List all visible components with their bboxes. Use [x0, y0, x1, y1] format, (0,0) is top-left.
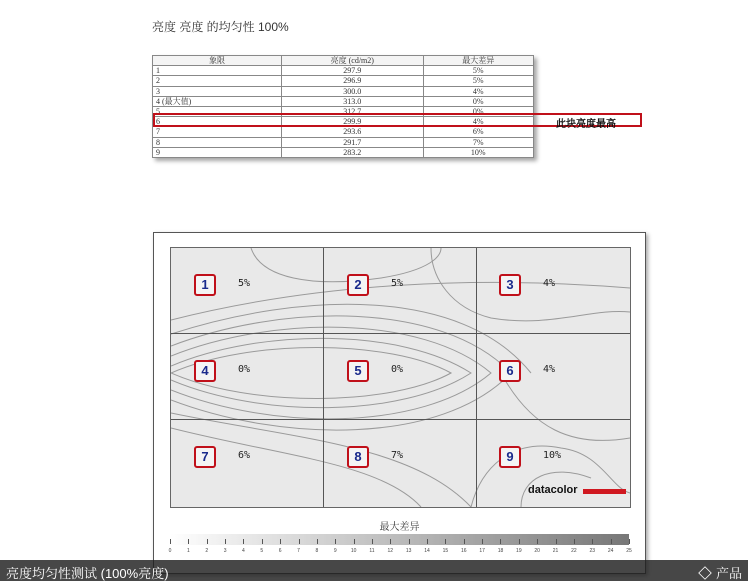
uniformity-table	[152, 55, 534, 158]
luminance-cell: 293.6	[282, 127, 423, 137]
scale-tick-mark	[409, 539, 410, 544]
zone-diff-9: 10%	[543, 450, 562, 461]
quadrant-cell: 9	[153, 147, 282, 157]
caption-product-label: 产品	[715, 566, 742, 581]
scale-tick-label: 23	[589, 548, 596, 554]
quadrant-cell: 4 (最大值)	[153, 96, 282, 106]
zone-diff-6: 4%	[543, 364, 556, 375]
difference-scale-bar	[170, 534, 629, 545]
grid-divider-h1	[171, 333, 630, 334]
image-caption-bar	[0, 560, 748, 581]
scale-tick-mark	[482, 539, 483, 544]
luminance-cell: 283.2	[282, 147, 423, 157]
table-row	[153, 96, 534, 106]
scale-tick-mark	[372, 539, 373, 544]
scale-tick-label: 25	[626, 548, 632, 554]
datacolor-logo-bar	[583, 489, 626, 494]
scale-tick-mark	[445, 539, 446, 544]
max-diff-cell: 6%	[423, 127, 533, 137]
scale-tick-mark	[592, 539, 593, 544]
scale-tick-mark	[317, 539, 318, 544]
quadrant-cell: 8	[153, 137, 282, 147]
quadrant-cell: 7	[153, 127, 282, 137]
scale-tick-label: 1	[186, 548, 190, 554]
datacolor-logo: datacolor	[528, 484, 578, 496]
table-row	[153, 127, 534, 137]
scale-tick-mark	[519, 539, 520, 544]
zone-diff-7: 6%	[238, 450, 251, 461]
table-row	[153, 137, 534, 147]
zone-diff-5: 0%	[391, 364, 404, 375]
scale-tick-label: 20	[534, 548, 540, 554]
grid-divider-v2	[476, 248, 477, 507]
scale-tick-label: 21	[552, 548, 559, 554]
scale-tick-mark	[170, 539, 171, 544]
scale-tick-mark	[427, 539, 428, 544]
zone-number-8: 8	[347, 446, 369, 468]
table-header-row	[153, 56, 534, 66]
quadrant-cell: 1	[153, 66, 282, 76]
zone-diff-8: 7%	[391, 450, 404, 461]
scale-tick-mark	[537, 539, 538, 544]
scale-tick-mark	[629, 539, 630, 544]
scale-ticks	[168, 545, 632, 555]
zone-number-6: 6	[499, 360, 521, 382]
column-header-max-diff: 最大差异	[423, 56, 533, 66]
column-header-quadrant: 象限	[153, 56, 282, 66]
scale-tick-label: 11	[369, 548, 375, 554]
scale-tick-mark	[390, 539, 391, 544]
zone-number-9: 9	[499, 446, 521, 468]
max-diff-cell: 5%	[423, 76, 533, 86]
grid-divider-v1	[323, 248, 324, 507]
scale-tick-label: 12	[387, 548, 394, 554]
scale-tick-label: 15	[442, 548, 449, 554]
scale-tick-label: 17	[479, 548, 485, 554]
scale-tick-label: 22	[571, 548, 577, 554]
zone-diff-2: 5%	[391, 278, 404, 289]
zone-number-1: 1	[194, 274, 216, 296]
scale-tick-label: 7	[297, 548, 300, 554]
scale-tick-mark	[464, 539, 465, 544]
max-diff-cell: 0%	[423, 106, 533, 116]
max-diff-cell: 4%	[423, 86, 533, 96]
scale-tick-label: 2	[205, 548, 209, 554]
table-row	[153, 76, 534, 86]
max-brightness-note: 此块亮度最高	[556, 119, 616, 130]
quadrant-cell: 3	[153, 86, 282, 96]
table-row	[153, 147, 534, 157]
max-diff-cell: 5%	[423, 66, 533, 76]
zone-diff-3: 4%	[543, 278, 556, 289]
scale-tick-label: 0	[168, 548, 172, 554]
scale-tick-mark	[207, 539, 208, 544]
quadrant-cell: 2	[153, 76, 282, 86]
luminance-cell: 291.7	[282, 137, 423, 147]
scale-tick-mark	[299, 539, 300, 544]
zone-diff-1: 5%	[238, 278, 251, 289]
caption-product-link[interactable]	[699, 563, 742, 582]
scale-tick-label: 18	[497, 548, 504, 554]
scale-tick-label: 24	[607, 548, 614, 554]
scale-tick-label: 4	[242, 548, 245, 554]
max-diff-cell: 10%	[423, 147, 533, 157]
zone-number-7: 7	[194, 446, 216, 468]
quadrant-cell: 6	[153, 117, 282, 127]
zone-diff-4: 0%	[238, 364, 251, 375]
scale-tick-mark	[574, 539, 575, 544]
scale-tick-mark	[335, 539, 336, 544]
column-header-luminance: 亮度 (cd/m2)	[282, 56, 423, 66]
scale-tick-mark	[225, 539, 226, 544]
caption-text: 亮度均匀性测试 (100%亮度)	[6, 566, 169, 581]
scale-tick-mark	[354, 539, 355, 544]
luminance-cell: 300.0	[282, 86, 423, 96]
scale-tick-label: 14	[424, 548, 430, 554]
scale-tick-label: 19	[516, 548, 522, 554]
uniformity-contour-figure	[153, 232, 646, 574]
scale-tick-mark	[262, 539, 263, 544]
scale-tick-label: 3	[223, 548, 227, 554]
zone-number-4: 4	[194, 360, 216, 382]
luminance-cell: 296.9	[282, 76, 423, 86]
scale-tick-mark	[611, 539, 612, 544]
max-diff-cell: 7%	[423, 137, 533, 147]
luminance-cell: 297.9	[282, 66, 423, 76]
luminance-cell: 299.9	[282, 117, 423, 127]
cube-icon	[698, 566, 712, 580]
scale-tick-label: 6	[278, 548, 282, 554]
uniformity-table-card	[152, 55, 534, 158]
scale-tick-mark	[188, 539, 189, 544]
luminance-cell: 312.7	[282, 106, 423, 116]
scale-tick-mark	[243, 539, 244, 544]
luminance-cell: 313.0	[282, 96, 423, 106]
quadrant-cell: 5	[153, 106, 282, 116]
scale-tick-label: 9	[333, 548, 337, 554]
scale-tick-label: 5	[260, 548, 264, 554]
max-diff-cell: 4%	[423, 117, 533, 127]
scale-tick-label: 8	[315, 548, 319, 554]
page-title: 亮度 亮度 的均匀性 100%	[152, 20, 289, 34]
table-row	[153, 66, 534, 76]
scale-tick-mark	[556, 539, 557, 544]
zone-number-3: 3	[499, 274, 521, 296]
scale-tick-mark	[280, 539, 281, 544]
zone-number-5: 5	[347, 360, 369, 382]
table-row	[153, 86, 534, 96]
scale-title: 最大差异	[379, 522, 420, 533]
scale-tick-label: 13	[405, 548, 412, 554]
contour-plot	[170, 247, 631, 508]
scale-tick-label: 10	[350, 548, 357, 554]
scale-tick-label: 16	[460, 548, 467, 554]
zone-number-2: 2	[347, 274, 369, 296]
grid-divider-h2	[171, 419, 630, 420]
scale-tick-mark	[500, 539, 501, 544]
max-diff-cell: 0%	[423, 96, 533, 106]
